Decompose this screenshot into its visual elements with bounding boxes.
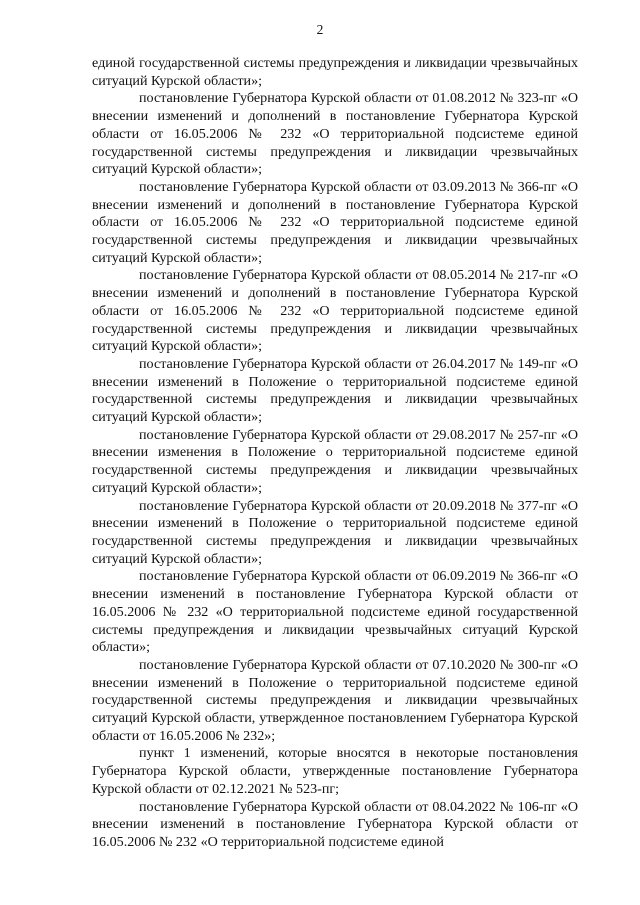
paragraph-resolution-2013: постановление Губернатора Курской области от 03.09.2013 № 366-пг «О внесении изменений и дополнений в постановление Губернатора Курской области от 16.05.2006 № 232 «О территориальной подсистеме единой государственной системы предупреждения и ликвидации чрезвычайных ситуаций Курской области»; [92,178,578,266]
document-body [92,55,578,852]
page-number: 2 [316,22,324,37]
paragraph-item-2021: пункт 1 изменений, которые вносятся в некоторые постановления Губернатора Курской области, утвержденные постановление Губернатора Курской области от 02.12.2021 № 523-пг; [92,745,578,797]
paragraph-resolution-2017-august: постановление Губернатора Курской области от 29.08.2017 № 257-пг «О внесении изменения в Положение о территориальной подсистеме единой государственной системы предупреждения и ликвидации чрезвычайных ситуаций Курской области»; [92,426,578,496]
paragraph-resolution-2022: постановление Губернатора Курской области от 08.04.2022 № 106-пг «О внесении изменений в постановление Губернатора Курской области от 16.05.2006 № 232 «О территориальной подсистеме единой [92,798,578,850]
paragraph-resolution-2019: постановление Губернатора Курской области от 06.09.2019 № 366-пг «О внесении изменений в постановление Губернатора Курской области от 16.05.2006 № 232 «О территориальной подсистеме единой государственной системы предупреждения и ликвидации чрезвычайных ситуаций Курской области»; [92,568,578,656]
paragraph-resolution-2018: постановление Губернатора Курской области от 20.09.2018 № 377-пг «О внесении изменений в Положение о территориальной подсистеме единой государственной системы предупреждения и ликвидации чрезвычайных ситуаций Курской области»; [92,497,578,567]
paragraph-resolution-2012: постановление Губернатора Курской области от 01.08.2012 № 323-пг «О внесении изменений и дополнений в постановление Губернатора Курской области от 16.05.2006 № 232 «О территориальной подсистеме единой государственной системы предупреждения и ликвидации чрезвычайных ситуаций Курской области»; [92,90,578,178]
paragraph-resolution-2020: постановление Губернатора Курской области от 07.10.2020 № 300-пг «О внесении изменений в Положение о территориальной подсистеме единой государственной системы предупреждения и ликвидации чрезвычайных ситуаций Курской области, утвержденное постановлением Губернатора Курской области от 16.05.2006 № 232»; [92,656,578,744]
paragraph-resolution-2017-april: постановление Губернатора Курской области от 26.04.2017 № 149-пг «О внесении изменений в Положение о территориальной подсистеме единой государственной системы предупреждения и ликвидации чрезвычайных ситуаций Курской области»; [92,355,578,426]
paragraph-resolution-2014: постановление Губернатора Курской области от 08.05.2014 № 217-пг «О внесении изменений и дополнений в постановление Губернатора Курской области от 16.05.2006 № 232 «О территориальной подсистеме единой государственной системы предупреждения и ликвидации чрезвычайных ситуаций Курской области»; [92,267,578,355]
paragraph-continuation: единой государственной системы предупреждения и ликвидации чрезвычайных ситуаций Курской области»; [92,55,578,89]
